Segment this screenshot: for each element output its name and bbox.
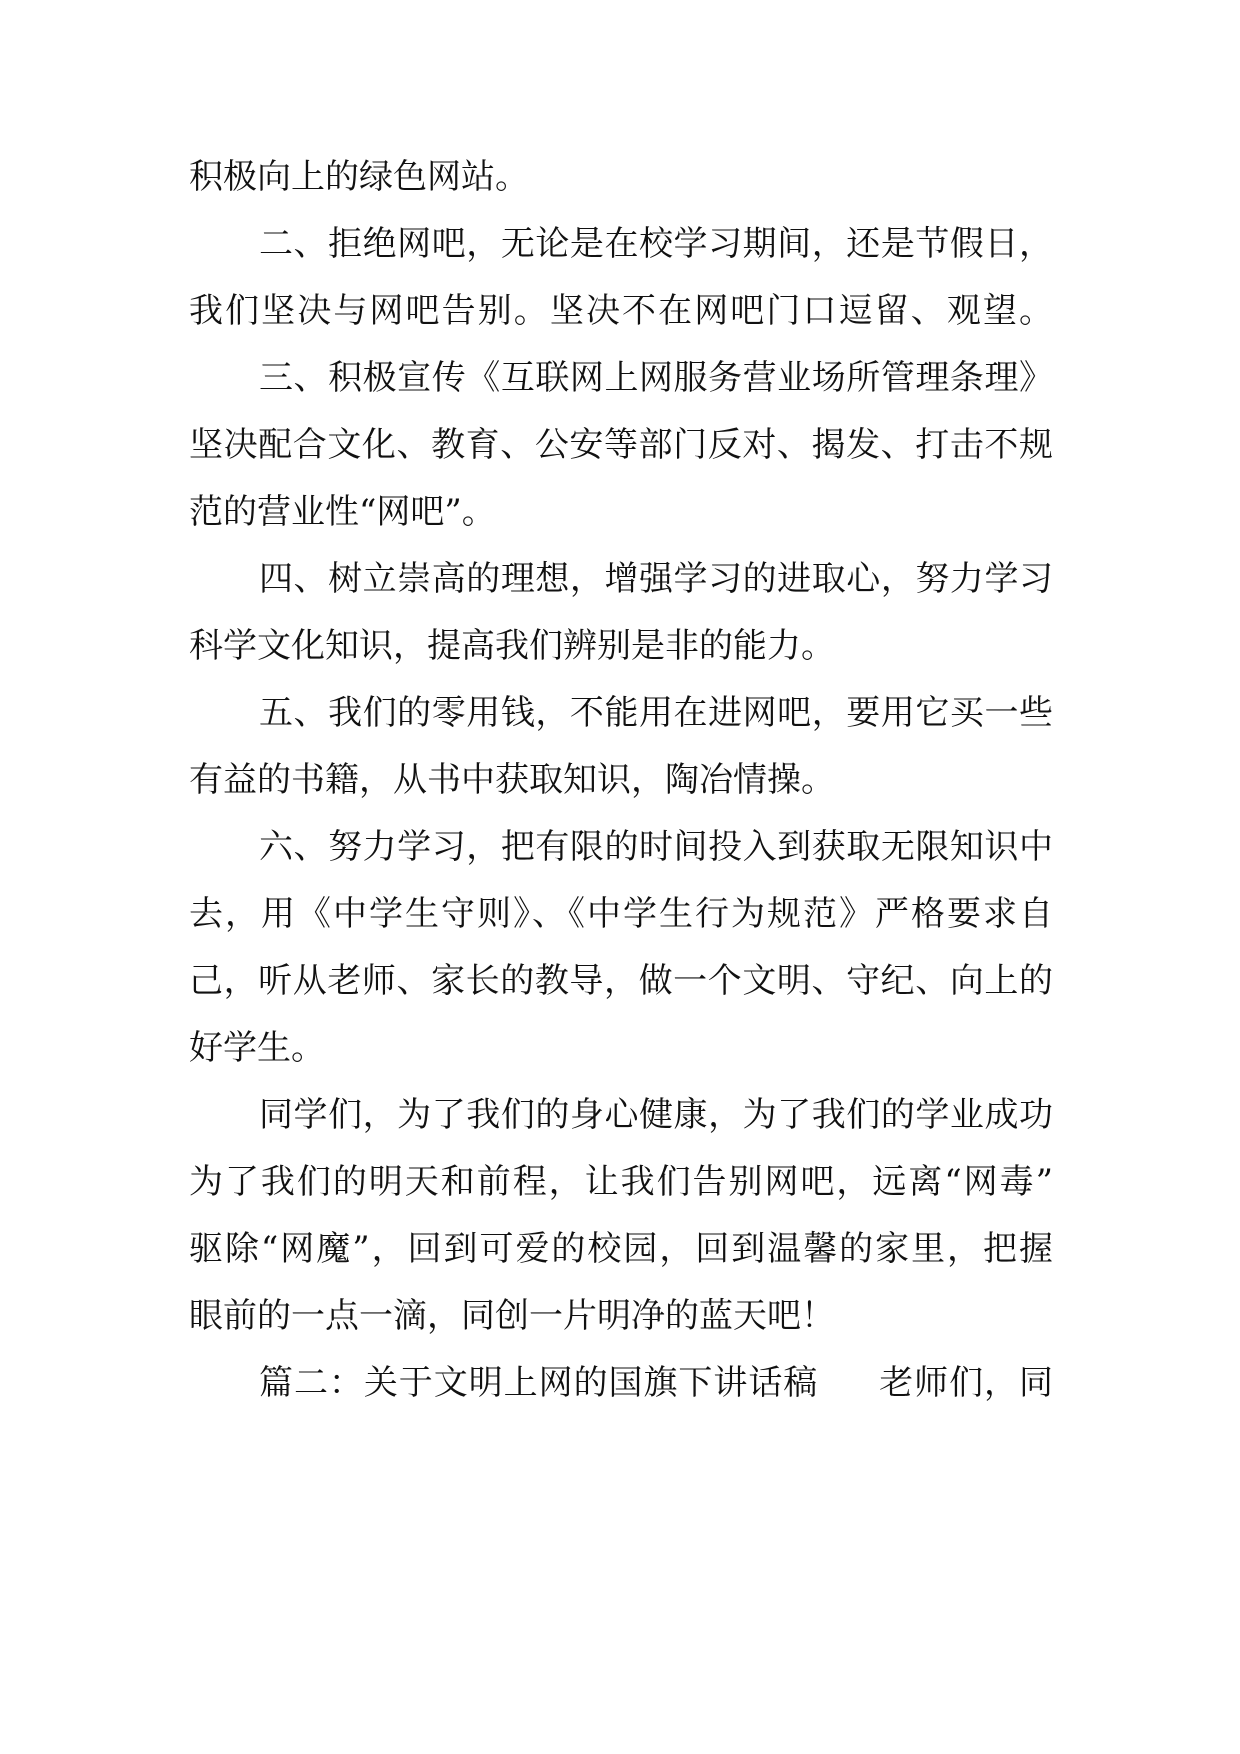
section-title: 篇二：关于文明上网的国旗下讲话稿: [259, 1363, 819, 1403]
text-line: 范的营业性“网吧”。: [189, 492, 496, 532]
text-line: 同学们，为了我们的身心健康，为了我们的学业成功: [259, 1095, 1053, 1135]
text-line: 为了我们的明天和前程，让我们告别网吧，远离“网毒”: [189, 1162, 1053, 1202]
text-line: 好学生。: [189, 1028, 325, 1068]
text-line: 科学文化知识，提高我们辨别是非的能力。: [189, 626, 835, 666]
text-line: 去，用《中学生守则》、《中学生行为规范》严格要求自: [189, 894, 1053, 934]
text-line: 己，听从老师、家长的教导，做一个文明、守纪、向上的: [189, 961, 1053, 1001]
text-line: 眼前的一点一滴，同创一片明净的蓝天吧！: [189, 1296, 835, 1336]
text-line: 我们坚决与网吧告别。坚决不在网吧门口逗留、观望。: [189, 291, 1053, 331]
text-line: 驱除“网魔”，回到可爱的校园，回到温馨的家里，把握: [189, 1229, 1053, 1269]
text-line: 六、努力学习，把有限的时间投入到获取无限知识中: [259, 827, 1053, 867]
text-line: 有益的书籍，从书中获取知识，陶冶情操。: [189, 760, 835, 800]
section-heading-line: [259, 1361, 1053, 1405]
section-continuation: 老师们，同: [878, 1363, 1054, 1403]
text-line: 坚决配合文化、教育、公安等部门反对、揭发、打击不规: [189, 425, 1053, 465]
text-line: 积极向上的绿色网站。: [189, 157, 529, 197]
text-line: 五、我们的零用钱，不能用在进网吧，要用它买一些: [259, 693, 1053, 733]
text-line: 三、积极宣传《互联网上网服务营业场所管理条理》: [259, 358, 1053, 398]
text-line: 二、拒绝网吧，无论是在校学习期间，还是节假日，: [259, 224, 1053, 264]
text-line: 四、树立崇高的理想，增强学习的进取心，努力学习: [259, 559, 1053, 599]
